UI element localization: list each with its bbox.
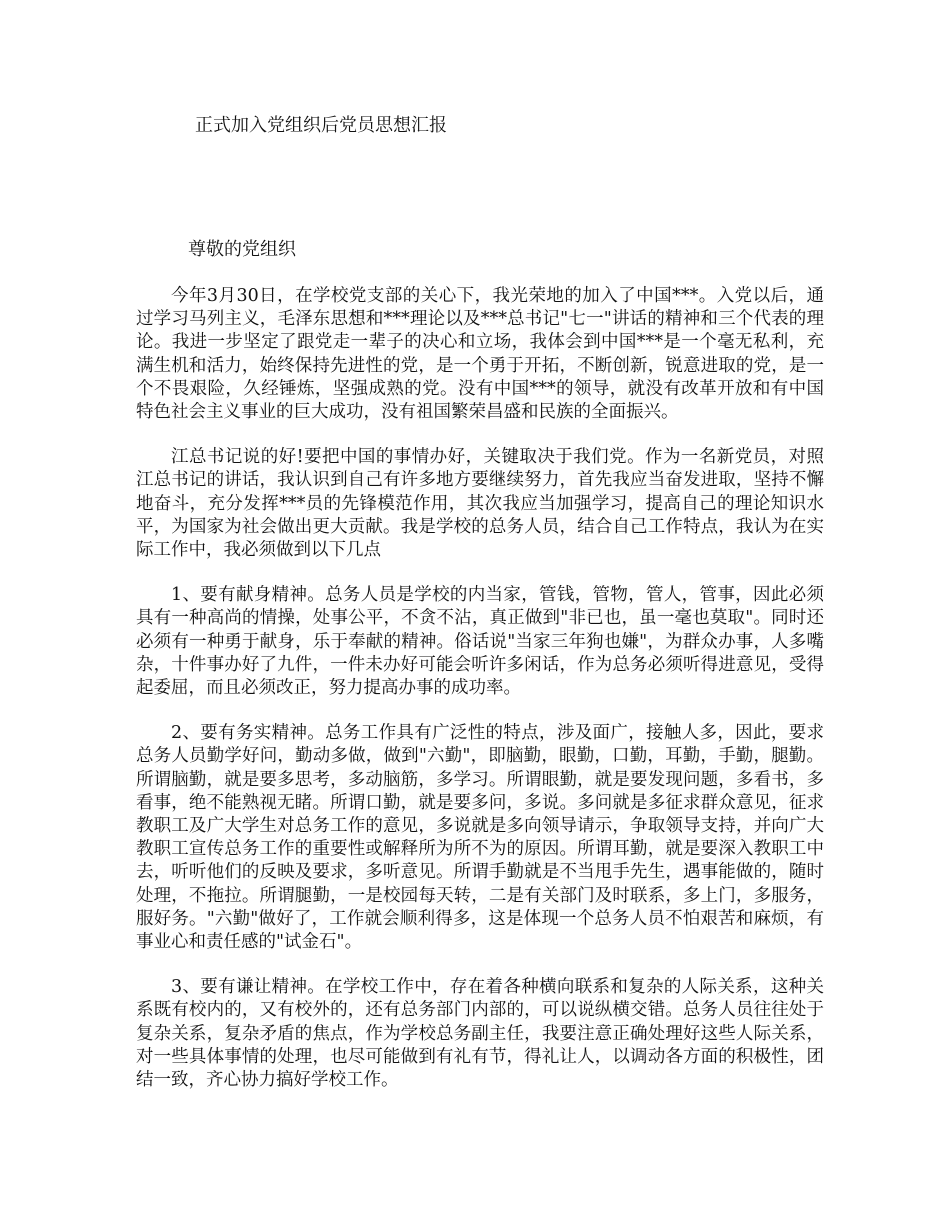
- salutation: 尊敬的党组织: [188, 239, 296, 260]
- document-title: 正式加入党组织后党员思想汇报: [195, 115, 447, 136]
- paragraph: 今年3月30日，在学校党支部的关心下，我光荣地的加入了中国***。入党以后，通过学习马列主义，毛泽东思想和***理论以及***总书记"七一"讲话的精神和三个代表的理论。我进一步坚定了跟党走一辈子的决心和立场，我体会到中国***是一个毫无私利，充满生机和活力，始终保持先进性的党，是一个勇于开拓，不断创新，锐意进取的党，是一个不畏艰险，久经锤炼，坚强成熟的党。没有中国***的领导，就没有改革开放和有中国特色社会主义事业的巨大成功，没有祖国繁荣昌盛和民族的全面振兴。: [136, 286, 824, 423]
- paragraph: 3、要有谦让精神。在学校工作中，存在着各种横向联系和复杂的人际关系，这种关系既有校内的，又有校外的，还有总务部门内部的，可以说纵横交错。总务人员往往处于复杂关系，复杂矛盾的焦点，作为学校总务副主任，我要注意正确处理好这些人际关系，对一些具体事情的处理，也尽可能做到有礼有节，得礼让人，以调动各方面的积极性，团结一致，齐心协力搞好学校工作。: [136, 977, 824, 1091]
- paragraph: 2、要有务实精神。总务工作具有广泛性的特点，涉及面广，接触人多，因此，要求总务人员勤学好问，勤动多做，做到"六勤"，即脑勤，眼勤，口勤，耳勤，手勤，腿勤。所谓脑勤，就是要多思考，多动脑筋，多学习。所谓眼勤，就是要发现问题，多看书，多看事，绝不能熟视无睹。所谓口勤，就是要多问，多说。多问就是多征求群众意见，征求教职工及广大学生对总务工作的意见，多说就是多向领导请示，争取领导支持，并向广大教职工宣传总务工作的重要性或解释所为所不为的原因。所谓耳勤，就是要深入教职工中去，听听他们的反映及要求，多听意见。所谓手勤就是不当甩手先生，遇事能做的，随时处理，不拖拉。所谓腿勤，一是校园每天转，二是有关部门及时联系，多上门，多服务，服好务。"六勤"做好了，工作就会顺利得多，这是体现一个总务人员不怕艰苦和麻烦，有事业心和责任感的"试金石"。: [136, 723, 824, 953]
- paragraph: 1、要有献身精神。总务人员是学校的内当家，管钱，管物，管人，管事，因此必须具有一种高尚的情操，处事公平，不贪不沾，真正做到"非已也，虽一毫也莫取"。同时还必须有一种勇于献身，乐于奉献的精神。俗话说"当家三年狗也嫌"，为群众办事，人多嘴杂，十件事办好了九件，一件未办好可能会听许多闲话，作为总务必须听得进意见，受得起委屈，而且必须改正，努力提高办事的成功率。: [136, 585, 824, 699]
- document-body: [136, 285, 824, 1114]
- paragraph: 江总书记说的好!要把中国的事情办好，关键取决于我们党。作为一名新党员，对照江总书记的讲话，我认识到自己有许多地方要继续努力，首先我应当奋发进取，坚持不懈地奋斗，充分发挥***员的先锋模范作用，其次我应当加强学习，提高自己的理论知识水平，为国家为社会做出更大贡献。我是学校的总务人员，结合自己工作特点，我认为在实际工作中，我必须做到以下几点: [136, 447, 824, 561]
